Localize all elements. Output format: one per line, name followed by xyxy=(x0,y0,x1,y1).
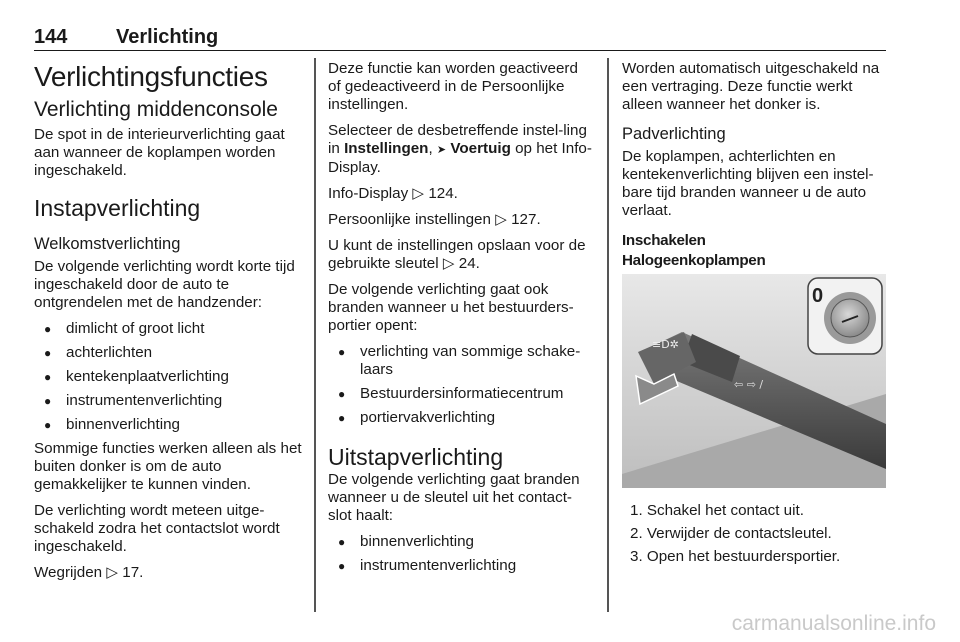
heading-middenconsole: Verlichting middenconsole xyxy=(34,98,278,121)
heading-welkomstverlichting: Welkomstverlichting xyxy=(34,235,181,253)
ref-text: Wegrijden xyxy=(34,564,103,581)
paragraph: De verlichting wordt meteen uitge-schakeld zodra het contactslot wordt ingeschakeld. xyxy=(34,502,280,555)
paragraph-persoonlijke xyxy=(328,211,594,229)
list-item: 2. Verwijder de contactsleutel. xyxy=(630,525,832,542)
arrow-play-icon: ➤ xyxy=(436,144,447,156)
section-title: Verlichtingsfuncties xyxy=(34,61,268,92)
list-item: ● verlichting van sommige schake-laars xyxy=(328,343,594,379)
text: Selecteer de desbetreffende instel-ling in xyxy=(328,122,587,157)
menu-voertuig: Voertuig xyxy=(450,140,511,157)
list-item: ● dimlicht of groot licht xyxy=(34,320,302,338)
list-item: 1. Schakel het contact uit. xyxy=(630,502,804,519)
list-item: ● portiervakverlichting xyxy=(328,409,594,427)
paragraph: De spot in de interieurverlichting gaat aan wanneer de koplampen worden ingeschakeld. xyxy=(34,126,285,179)
heading-instapverlichting: Instapverlichting xyxy=(34,195,201,221)
indicator-icon: ⇦ ⇨ / xyxy=(734,378,764,391)
paragraph-selecteer xyxy=(328,122,594,177)
paragraph-wegrijden xyxy=(34,564,302,582)
paragraph-infodisplay xyxy=(328,185,594,203)
column-3 xyxy=(622,60,886,571)
triangle-ref-icon: ▷ xyxy=(495,211,507,228)
paragraph: De volgende verlichting gaat ook branden wanneer u het bestuurders-portier opent: xyxy=(328,281,574,334)
list-item: ● kentekenplaatverlichting xyxy=(34,368,302,386)
paragraph-opslaan xyxy=(328,237,594,273)
paragraph: De volgende verlichting wordt korte tijd ingeschakeld door de auto te ontgrendelen met de handzender: xyxy=(34,258,295,311)
position-zero-label: 0 xyxy=(812,285,824,307)
paragraph: De volgende verlichting gaat branden wanneer u de sleutel uit het contact-slot haalt: xyxy=(328,471,580,524)
page-number: 144 xyxy=(34,26,68,48)
heading-uitstapverlichting: Uitstapverlichting xyxy=(328,444,504,470)
list-item: ● achterlichten xyxy=(34,344,302,362)
page-reference[interactable]: 124. xyxy=(428,185,458,202)
menu-instellingen: Instellingen xyxy=(344,140,429,157)
page-reference[interactable]: 24. xyxy=(458,255,480,272)
paragraph: Deze functie kan worden geactiveerd of gedeactiveerd in de Persoonlijke instellingen. xyxy=(328,60,578,113)
bullet-list xyxy=(328,343,594,427)
column-1 xyxy=(34,60,302,590)
triangle-ref-icon: ▷ xyxy=(412,185,425,202)
page-reference[interactable]: 127. xyxy=(511,211,541,228)
list-item: 3. Open het bestuurdersportier. xyxy=(630,548,841,565)
bullet-list xyxy=(34,320,302,434)
light-switch-illustration xyxy=(622,274,886,488)
list-item: ● binnenverlichting xyxy=(34,416,302,434)
chapter-title: Verlichting xyxy=(116,26,219,48)
bullet-list xyxy=(328,533,594,575)
list-item: ● Bestuurdersinformatiecentrum xyxy=(328,385,594,403)
list-item: ● binnenverlichting xyxy=(328,533,594,551)
column-divider xyxy=(314,58,316,612)
paragraph: Worden automatisch uitgeschakeld na een vertraging. Deze functie werkt alleen wanneer het donker is. xyxy=(622,60,880,113)
column-2 xyxy=(328,60,594,581)
paragraph: De koplampen, achterlichten en kentekenverlichting blijven een instel-bare tijd branden wanneer u de auto verlaat. xyxy=(622,148,874,219)
ref-text: U kunt de instellingen opslaan voor de gebruikte sleutel xyxy=(328,237,586,272)
page-reference[interactable]: 17. xyxy=(122,564,144,581)
watermark: carmanualsonline.info xyxy=(731,612,936,635)
text: , xyxy=(428,140,433,157)
heading-halogeenkoplampen: Halogeenkoplampen xyxy=(622,252,766,269)
ref-text: Info-Display xyxy=(328,185,409,202)
paragraph: Sommige functies werken alleen als het buiten donker is om de auto gemakkelijker te kunnen vinden. xyxy=(34,440,302,493)
triangle-ref-icon: ▷ xyxy=(106,564,119,581)
heading-inschakelen: Inschakelen xyxy=(622,232,706,249)
ref-text: Persoonlijke instellingen xyxy=(328,211,491,228)
triangle-ref-icon: ▷ xyxy=(442,255,455,272)
heading-padverlichting: Padverlichting xyxy=(622,125,726,143)
column-divider xyxy=(607,58,609,612)
page-header xyxy=(34,26,886,51)
text: op het Info-Display. xyxy=(328,140,592,176)
list-item: ● instrumentenverlichting xyxy=(328,557,594,575)
list-item: ● instrumentenverlichting xyxy=(34,392,302,410)
headlight-icon: ≡D✲ xyxy=(652,338,679,351)
numbered-steps xyxy=(622,502,886,566)
